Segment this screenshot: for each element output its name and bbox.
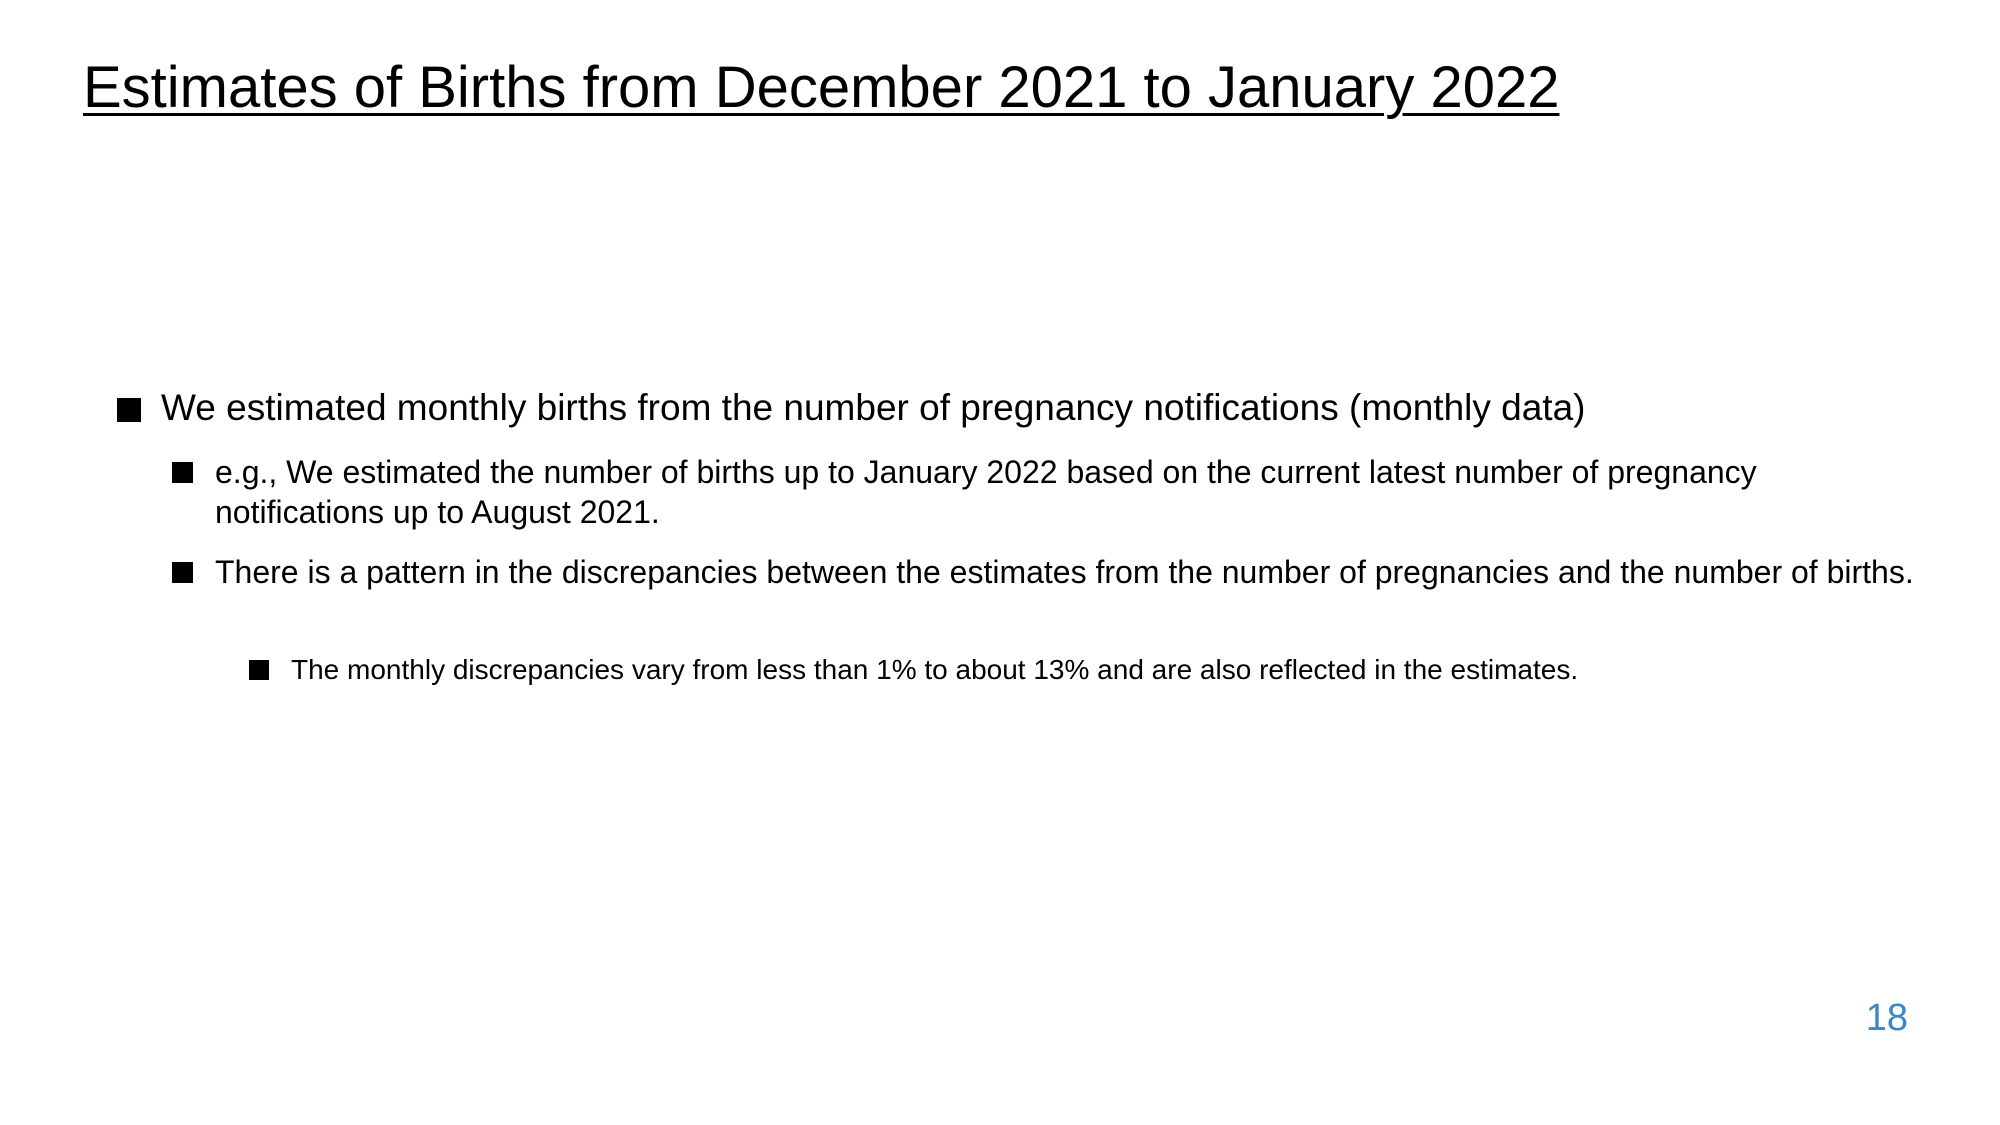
bullet-item-level-3 (291, 652, 1911, 688)
bullet-text: There is a pattern in the discrepancies between the estimates from the number of pregnancies and the number of births. (215, 554, 1914, 590)
square-bullet-icon (249, 660, 269, 680)
square-bullet-icon (172, 462, 193, 483)
bullet-text: We estimated monthly births from the number of pregnancy notifications (monthly data) (161, 387, 1586, 428)
bullet-item-level-2 (215, 452, 1915, 532)
bullet-text: The monthly discrepancies vary from less than 1% to about 13% and are also reflected in the estimates. (291, 654, 1579, 685)
slide-title: Estimates of Births from December 2021 to January 2022 (83, 55, 1560, 120)
bullet-item-level-2 (215, 552, 1915, 592)
bullet-item-level-1 (161, 386, 1941, 430)
square-bullet-icon (172, 562, 193, 583)
square-bullet-icon (117, 398, 141, 422)
page-number: 18 (1865, 997, 1908, 1039)
bullet-text: e.g., We estimated the number of births up to January 2022 based on the current latest number of pregnancy notifications up to August 2021. (215, 454, 1757, 530)
